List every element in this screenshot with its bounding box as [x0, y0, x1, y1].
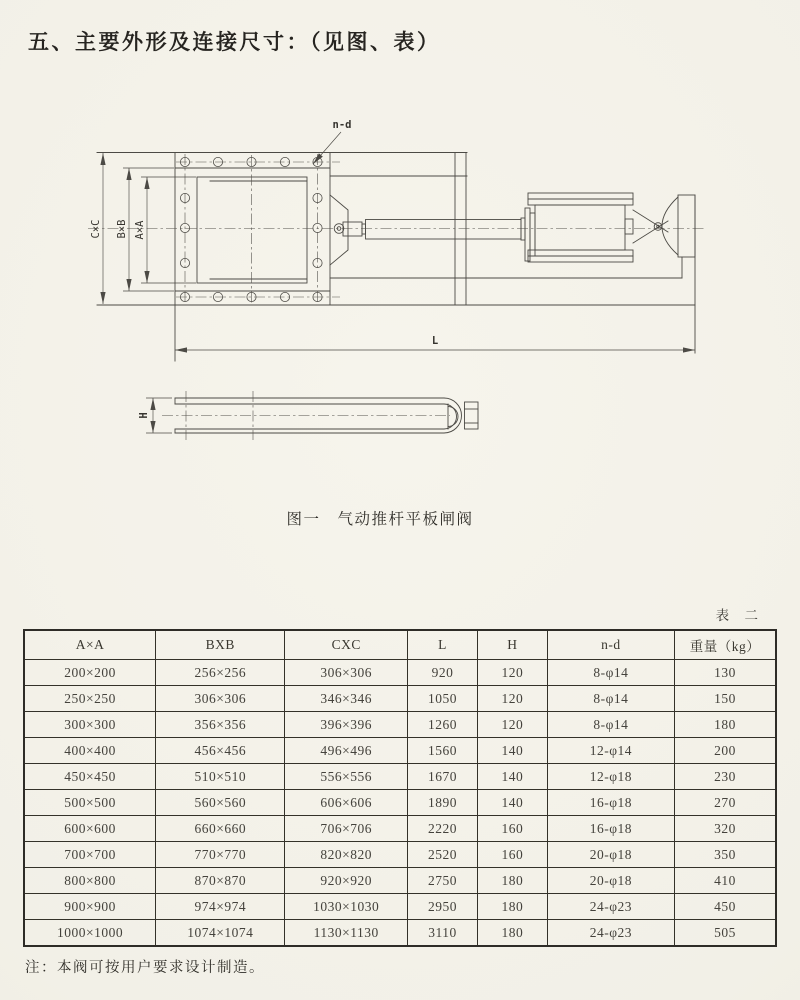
table-cell: 24-φ23 [547, 920, 674, 947]
table-cell: 300×300 [24, 712, 156, 738]
column-header: L [408, 630, 478, 660]
table-cell: 1050 [408, 686, 478, 712]
table-cell: 2520 [408, 842, 478, 868]
table-cell: 510×510 [156, 764, 285, 790]
table-row [24, 686, 776, 712]
table-cell: 556×556 [285, 764, 408, 790]
table-cell: 200 [674, 738, 776, 764]
table-row [24, 920, 776, 947]
table-cell: 8-φ14 [547, 686, 674, 712]
table-cell: 150 [674, 686, 776, 712]
table-cell: 3110 [408, 920, 478, 947]
table-cell: 160 [477, 816, 547, 842]
gate-plate-view [138, 391, 478, 440]
table-cell: 2220 [408, 816, 478, 842]
table-cell: 180 [477, 868, 547, 894]
table-cell: 410 [674, 868, 776, 894]
table-row [24, 816, 776, 842]
table-cell: 180 [674, 712, 776, 738]
table-cell: 920 [408, 660, 478, 686]
table-cell: 12-φ18 [547, 764, 674, 790]
figure-caption: 图一 气动推杆平板闸阀 [286, 511, 474, 528]
table-cell: 200×200 [24, 660, 156, 686]
table-cell: 120 [477, 712, 547, 738]
table-cell: 140 [477, 790, 547, 816]
table-row [24, 790, 776, 816]
table-cell: 700×700 [24, 842, 156, 868]
table-cell: 306×306 [156, 686, 285, 712]
table-cell: 770×770 [156, 842, 285, 868]
table-cell: 160 [477, 842, 547, 868]
table-cell: 500×500 [24, 790, 156, 816]
table-cell: 1074×1074 [156, 920, 285, 947]
main-view [88, 119, 706, 361]
table-cell: 1030×1030 [285, 894, 408, 920]
footnote: 注：本阀可按用户要求设计制造。 [25, 960, 265, 976]
table-row [24, 712, 776, 738]
column-header: H [477, 630, 547, 660]
table-cell: 660×660 [156, 816, 285, 842]
column-header: CXC [285, 630, 408, 660]
table-cell: 600×600 [24, 816, 156, 842]
table-row [24, 868, 776, 894]
table-cell: 1130×1130 [285, 920, 408, 947]
table-cell: 130 [674, 660, 776, 686]
table-cell: 306×306 [285, 660, 408, 686]
dim-label-axa: A×A [134, 220, 146, 240]
table-cell: 256×256 [156, 660, 285, 686]
table-header-row [24, 630, 776, 660]
table-cell: 16-φ18 [547, 816, 674, 842]
table-cell: 270 [674, 790, 776, 816]
table-cell: 800×800 [24, 868, 156, 894]
pneumatic-cylinder [521, 193, 633, 262]
table-cell: 140 [477, 764, 547, 790]
table-cell: 920×920 [285, 868, 408, 894]
table-cell: 450 [674, 894, 776, 920]
table-cell: 12-φ14 [547, 738, 674, 764]
table-cell: 1000×1000 [24, 920, 156, 947]
table-cell: 250×250 [24, 686, 156, 712]
dimension-lines [90, 119, 695, 350]
table-row [24, 660, 776, 686]
table-cell: 606×606 [285, 790, 408, 816]
table-cell: 230 [674, 764, 776, 790]
table-cell: 456×456 [156, 738, 285, 764]
dim-label-cxc: C×C [90, 219, 102, 239]
gate-bracket-and-rod [330, 195, 521, 265]
table-cell: 450×450 [24, 764, 156, 790]
table-cell: 2750 [408, 868, 478, 894]
valve-technical-drawing [0, 95, 800, 495]
table-cell: 20-φ18 [547, 868, 674, 894]
valve-body-outline [97, 153, 695, 362]
table-cell: 320 [674, 816, 776, 842]
table-cell: 8-φ14 [547, 660, 674, 686]
table-cell: 1260 [408, 712, 478, 738]
table-cell: 1560 [408, 738, 478, 764]
table-cell: 870×870 [156, 868, 285, 894]
table-cell: 350 [674, 842, 776, 868]
cone-mount [633, 195, 695, 257]
table-cell: 820×820 [285, 842, 408, 868]
table-cell: 400×400 [24, 738, 156, 764]
column-header: BXB [156, 630, 285, 660]
table-cell: 2950 [408, 894, 478, 920]
column-header: n-d [547, 630, 674, 660]
table-cell: 1890 [408, 790, 478, 816]
spec-table-body [24, 660, 776, 947]
table-cell: 180 [477, 920, 547, 947]
dim-label-nd: n-d [332, 119, 352, 131]
dim-label-length: L [431, 335, 439, 347]
dimension-table [23, 629, 777, 947]
table-cell: 900×900 [24, 894, 156, 920]
table-cell: 24-φ23 [547, 894, 674, 920]
table-cell: 16-φ18 [547, 790, 674, 816]
table-row [24, 738, 776, 764]
table-row [24, 894, 776, 920]
table-cell: 1670 [408, 764, 478, 790]
table-cell: 706×706 [285, 816, 408, 842]
table-label: 表 二 [715, 608, 764, 623]
table-cell: 396×396 [285, 712, 408, 738]
table-cell: 120 [477, 660, 547, 686]
column-header: A×A [24, 630, 156, 660]
table-row [24, 842, 776, 868]
table-cell: 20-φ18 [547, 842, 674, 868]
table-cell: 496×496 [285, 738, 408, 764]
table-row [24, 764, 776, 790]
table-cell: 120 [477, 686, 547, 712]
dim-label-bxb: B×B [116, 219, 128, 239]
page-title: 五、主要外形及连接尺寸：（见图、表） [28, 30, 441, 54]
table-cell: 140 [477, 738, 547, 764]
table-cell: 346×346 [285, 686, 408, 712]
table-cell: 560×560 [156, 790, 285, 816]
table-cell: 974×974 [156, 894, 285, 920]
table-cell: 356×356 [156, 712, 285, 738]
table-cell: 8-φ14 [547, 712, 674, 738]
dim-label-height: H [138, 412, 150, 419]
column-header: 重量（kg） [674, 630, 776, 660]
table-cell: 180 [477, 894, 547, 920]
table-cell: 505 [674, 920, 776, 947]
